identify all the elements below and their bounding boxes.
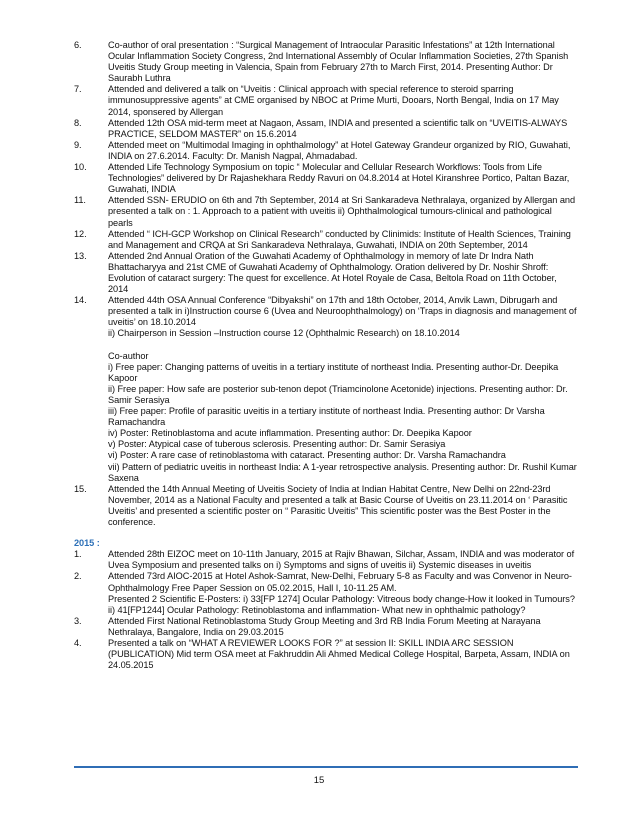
item-text <box>108 638 578 671</box>
list-item <box>74 195 578 228</box>
footer-rule <box>74 766 578 768</box>
item-line: Attended and delivered a talk on “Uveitis : Clinical approach with special reference to steroid sparring immunosuppressive agents” at CME organised by NBOC at Prime Murti, Dooars, North Bengal, India on 17 May 2014, sponsered by Allergan <box>108 84 559 117</box>
item-line: Attended Life Technology Symposium on topic “ Molecular and Cellular Research Workflows: Tools from Life Technologies” delivered by Dr Rajashekhara Reddy Ravuri on 04.8.2014 at Hotel Kiranshree Portico, Paltan Bazar, Guwahati, INDIA <box>108 162 570 195</box>
item-line: Attended First National Retinoblastoma Study Group Meeting and 3rd RB India Forum Meeting at Narayana Nethralaya, Bangalore, India on 29.03.2015 <box>108 615 541 637</box>
item-number: 3. <box>74 615 82 626</box>
item-text <box>108 118 578 140</box>
item-text <box>108 484 578 528</box>
item-text <box>108 251 578 295</box>
coauthor-entry: ii) Free paper: How safe are posterior sub-tenon depot (Triamcinolone Acetonide) injections. Presenting author: Dr. Samir Serasiya <box>108 383 568 405</box>
item-number: 13. <box>74 250 87 261</box>
list-item <box>74 616 578 638</box>
item-line: Attended SSN- ERUDIO on 6th and 7th September, 2014 at Sri Sankaradeva Nethralaya, organized by Allergan and presented a talk on : 1. Approach to a patient with uveitis ii) Ophthalmological tumours-clinical and pathological pearls <box>108 195 576 228</box>
item-line: Attended meet on “Multimodal Imaging in ophthalmology” at Hotel Gateway Grandeur organized by RIO, Guwahati, INDIA on 27.6.2014. Faculty: Dr. Manish Nagpal, Ahmadabad. <box>108 139 571 161</box>
item-text <box>108 84 578 117</box>
item-number: 8. <box>74 117 82 128</box>
list-item <box>74 549 578 571</box>
item-line: Attended 44th OSA Annual Conference “Dibyakshi” on 17th and 18th October, 2014, Anvik Lawn, Dibrugarh and presented a talk in i)Instruction course 6 (Uvea and Neuroophthalmology) on ‘Traps in diagnosis and management of uveitis’ on 18.10.2014 <box>108 295 577 328</box>
item-line: Attended “ ICH-GCP Workshop on Clinical Research” conducted by Clinimids: Institute of Health Sciences, Training and Management and CRQA at Sri Sankaradeva Nethralaya, Guwahati, INDIA on 20th September, 2014 <box>108 228 571 250</box>
item-line: Attended 28th EIZOC meet on 10-11th January, 2015 at Rajiv Bhawan, Silchar, Assam, INDIA and was moderator of Uvea Symposium and presented talks on i) Symptoms and signs of uveitis ii) Systemic diseases in uveitis <box>108 549 575 571</box>
items-2014-part-1 <box>74 40 578 295</box>
item-text <box>108 140 578 162</box>
item-number: 11. <box>74 195 86 206</box>
item-line: Presented 2 Scientific E-Posters: i) 33[FP 1274] Ocular Pathology: Vitreous body change-How it looked in Tumours? ii) 41[FP1244] Ocular Pathology: Retinoblastoma and inflammation- What new in ophthalmic pathology? <box>108 593 575 615</box>
list-item <box>74 40 578 84</box>
list-item <box>74 118 578 140</box>
item-text <box>108 549 578 571</box>
list-item <box>74 571 578 615</box>
item-text <box>108 571 578 615</box>
list-item <box>74 162 578 195</box>
item-text <box>108 162 578 195</box>
item-number: 15. <box>74 483 87 494</box>
list-item <box>74 229 578 251</box>
item-line: Attended 2nd Annual Oration of the Guwahati Academy of Ophthalmology in memory of late Dr Indra Nath Bhattacharyya and 21st CME of Guwahati Academy of Ophthalmology. Oration delivered by Dr. Noshir Shroff: Evolution of cataract surgery: The quest for excellence. At Hotel Royale de Casa, Beltola Road on 11th October, 2014 <box>108 250 557 295</box>
item-text <box>108 195 578 228</box>
coauthor-entry: i) Free paper: Changing patterns of uveitis in a tertiary institute of northeast India. Presenting author-Dr. Deepika Kapoor <box>108 361 559 383</box>
item-number: 1. <box>74 549 82 560</box>
page-content <box>74 40 578 671</box>
items-2015 <box>74 549 578 671</box>
coauthor-entry: iii) Free paper: Profile of parasitic uveitis in a tertiary institute of northeast India. Presenting author: Dr Varsha Ramachandra <box>108 406 545 428</box>
coauthor-label: Co-author <box>108 350 149 361</box>
item-number: 6. <box>74 40 82 50</box>
coauthor-entry: iv) Poster: Retinoblastoma and acute inflammation. Presenting author: Dr. Deepika Kapoor <box>108 428 472 439</box>
list-item <box>74 251 578 295</box>
list-item <box>74 84 578 117</box>
item-number: 7. <box>74 84 82 95</box>
item-number: 10. <box>74 162 87 173</box>
item-text <box>108 616 578 638</box>
coauthor-list <box>108 362 578 484</box>
list-item-15 <box>74 484 578 528</box>
item-line: ii) Chairperson in Session –Instruction course 12 (Ophthalmic Research) on 18.10.2014 <box>108 328 460 339</box>
page-number: 15 <box>313 775 325 786</box>
item-number: 12. <box>74 228 87 239</box>
item-number: 14. <box>74 295 87 306</box>
coauthor-entry: v) Poster: Atypical case of tuberous sclerosis. Presenting author: Dr. Samir Serasiya <box>108 439 446 450</box>
coauthor-entry: vii) Pattern of pediatric uveitis in northeast India: A 1-year retrospective analysis. Presenting author: Dr. Rushil Kumar Saxena <box>108 461 577 483</box>
list-item-14 <box>74 295 578 484</box>
item-line: Attended the 14th Annual Meeting of Uveitis Society of India at Indian Habitat Centre, New Delhi on 22nd-23rd November, 2014 as a National Faculty and presented a talk at Basic Course of Uveitis on 23.11.2014 on ‘ Parasitic Uveitis’ and presented a scientific poster on “ Parasitic Uveitis” This scientific poster was the Best Poster in the conference. <box>108 483 568 528</box>
item-number: 4. <box>74 637 82 648</box>
item-line: Co-author of oral presentation : “Surgical Management of Intraocular Parasitic Infestations” at 12th International Ocular Inflammation Society Congress, 2nd International Assembly of Ocular Inflammation Societies, 27th Spanish Uveitis Study Group meeting in Valencia, Spain from February 27th to March First, 2014. Presenting Author: Dr Saurabh Luthra <box>108 40 569 84</box>
list-item <box>74 638 578 671</box>
item-text <box>108 40 578 84</box>
item-text <box>108 229 578 251</box>
item-number: 2. <box>74 571 82 582</box>
item-line: Presented a talk on “WHAT A REVIEWER LOOKS FOR ?” at session II: SKILL INDIA ARC SESSION (PUBLICATION) Mid term OSA meet at Fakhruddin Ali Ahmed Medical College Hospital, Barpeta, Assam, INDIA on 24.05.2015 <box>108 637 570 671</box>
coauthor-entry: vi) Poster: A rare case of retinoblastoma with cataract. Presenting author: Dr. Varsha Ramachandra <box>108 450 506 461</box>
list-item <box>74 140 578 162</box>
spacer <box>108 340 578 351</box>
year-heading-2015: 2015 : <box>74 538 100 549</box>
item-number: 9. <box>74 139 82 150</box>
item-line: Attended 12th OSA mid-term meet at Nagaon, Assam, INDIA and presented a scientific talk on “UVEITIS-ALWAYS PRACTICE, SELDOM MASTER” on 15.6.2014 <box>108 117 568 139</box>
item-line: Attended 73rd AIOC-2015 at Hotel Ashok-Samrat, New-Delhi, February 5-8 as Faculty and was Convenor in Neuro-Ophthalmology Free Paper Session on 05.02.2015, Hall I, 10-11.25 AM. <box>108 571 572 593</box>
item-text <box>108 295 578 484</box>
